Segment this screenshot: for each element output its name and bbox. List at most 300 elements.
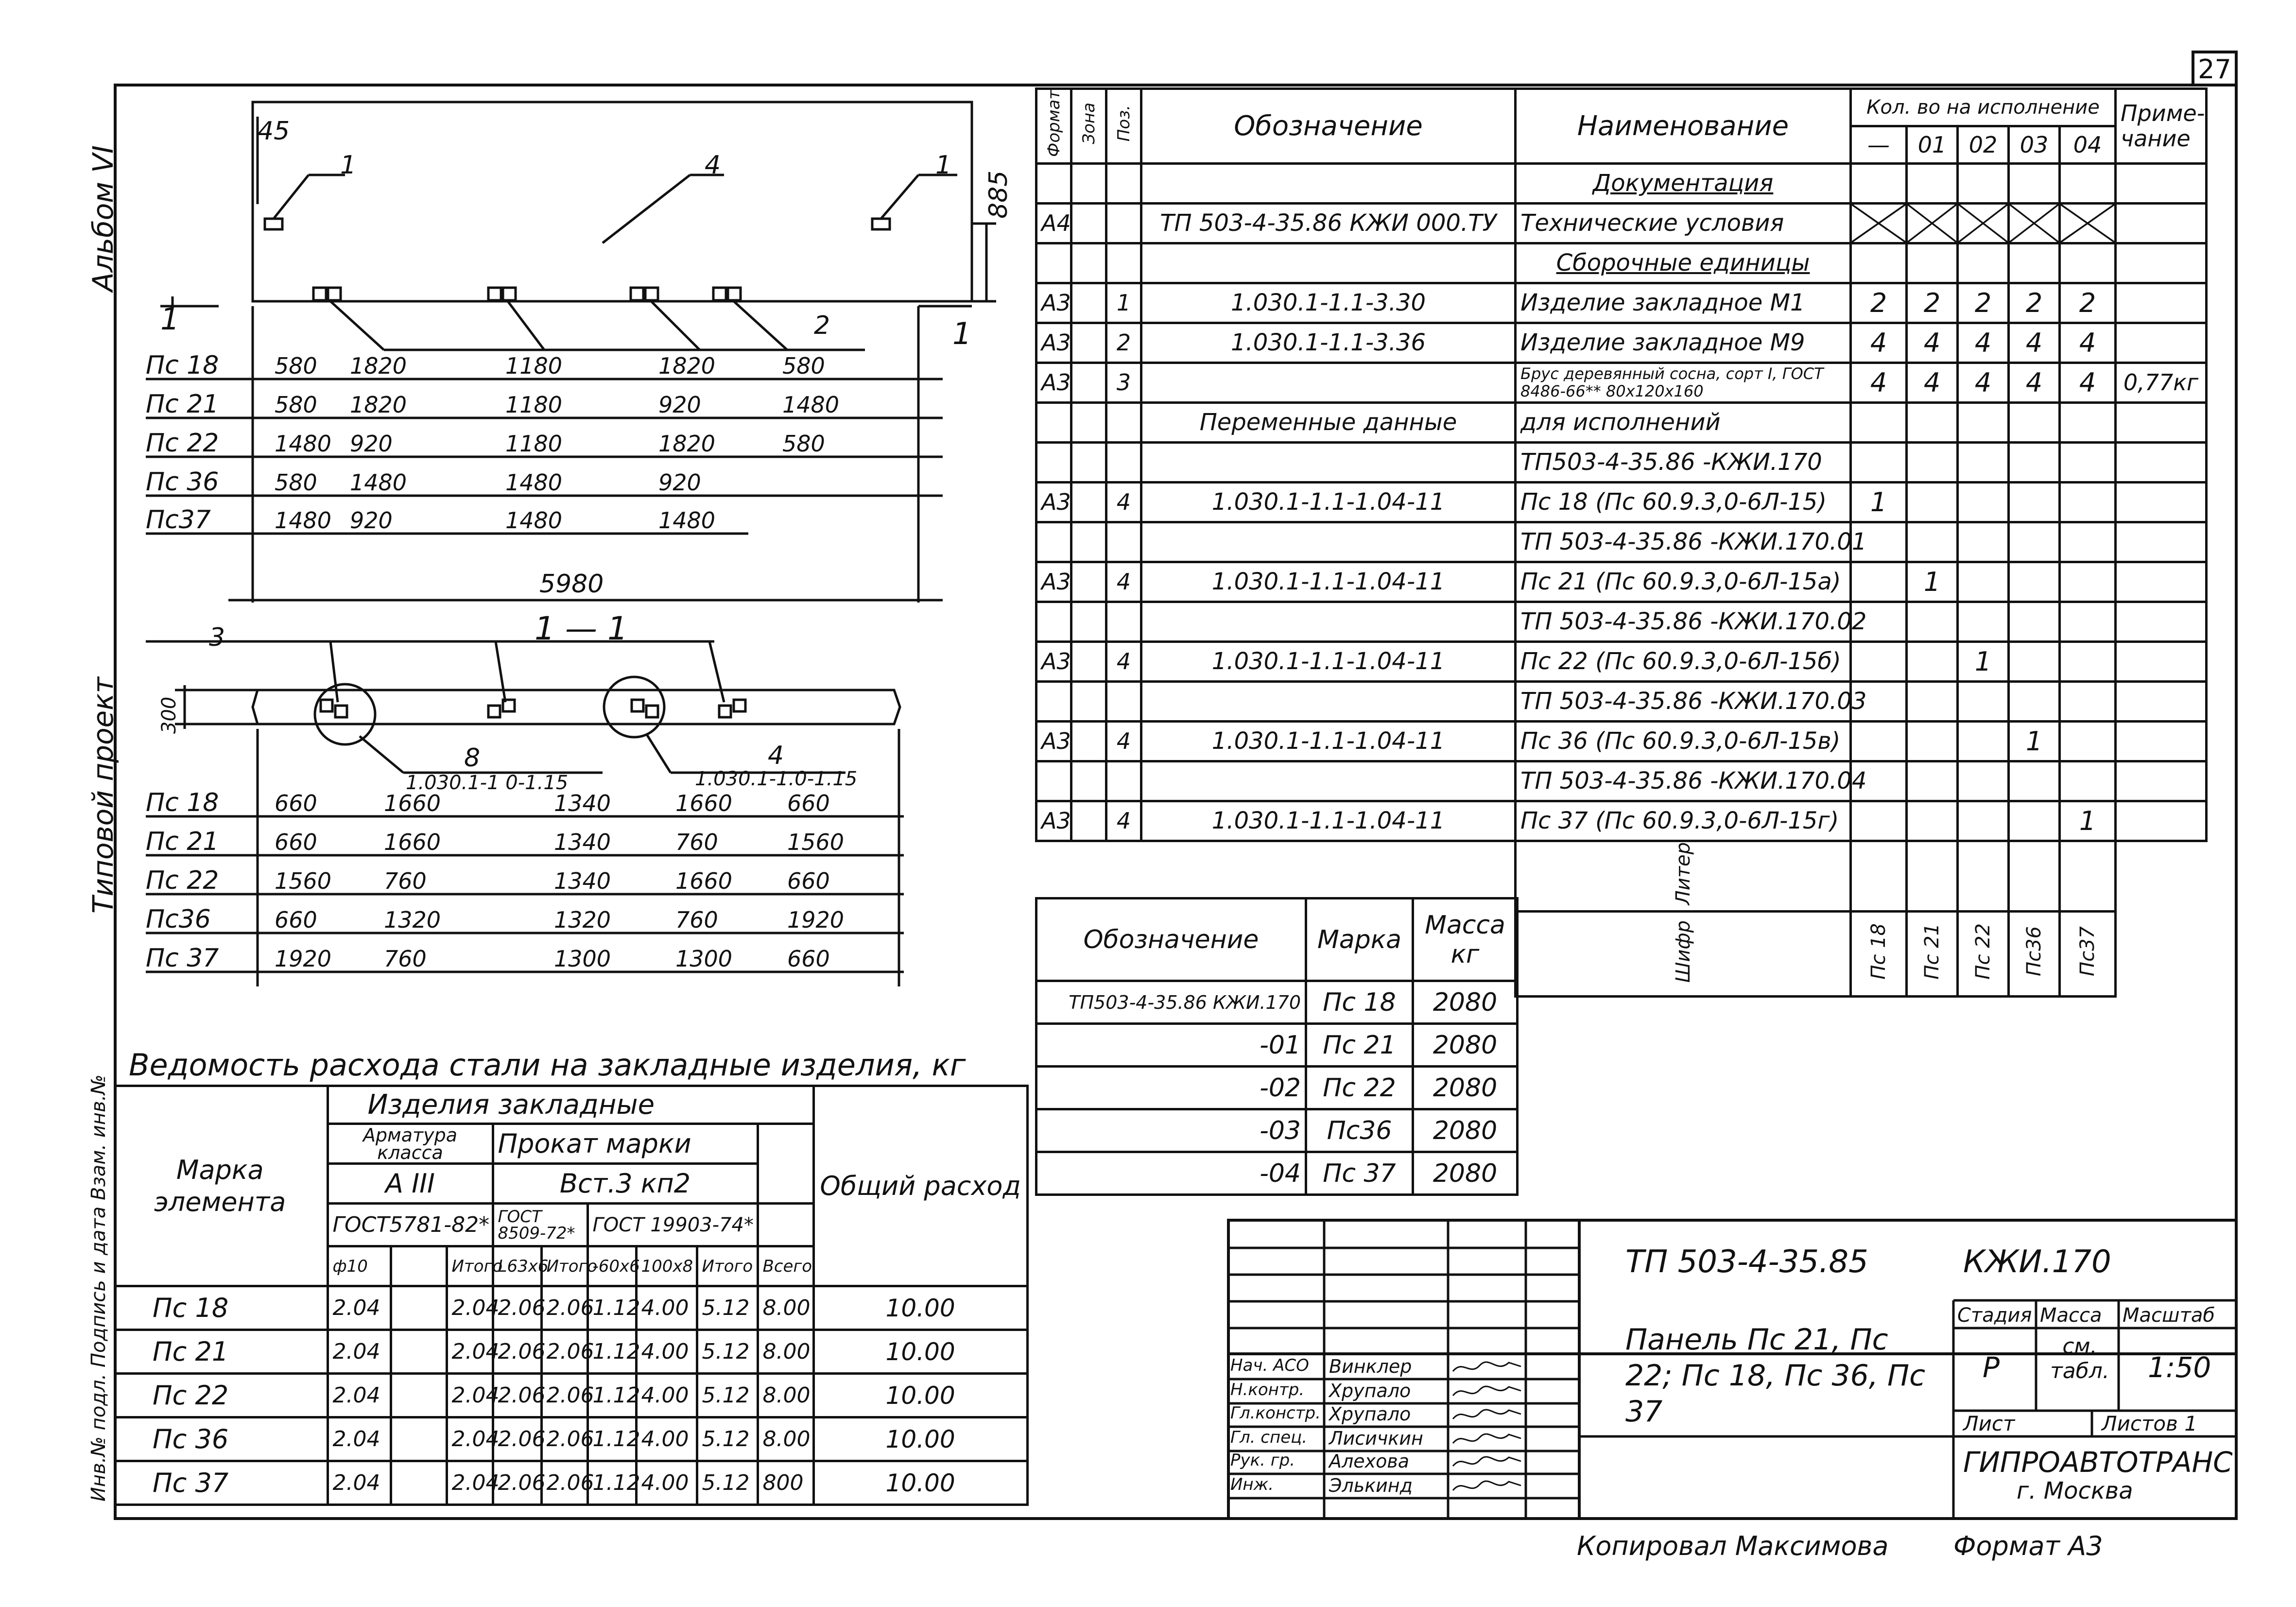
spec-qty: 4 bbox=[1958, 363, 2009, 402]
steel-val: 2.06 bbox=[493, 1461, 541, 1505]
format-label: Формат А3 bbox=[1953, 1531, 2103, 1561]
liter-end bbox=[2116, 841, 2207, 911]
spec-row bbox=[1036, 163, 2207, 203]
steel-consumption-table bbox=[114, 1085, 1029, 1506]
steel-mark: Пс 36 bbox=[114, 1417, 328, 1461]
section-ref-left: 1.030.1-1 0-1.15 bbox=[406, 772, 569, 794]
shifr-value: Пс37 bbox=[2076, 926, 2099, 977]
steel-val: 2.04 bbox=[447, 1374, 493, 1417]
spec-designation: 1.030.1-1.1-3.30 bbox=[1141, 283, 1516, 323]
spec-pos bbox=[1106, 522, 1141, 562]
spec-qty bbox=[1907, 243, 1958, 283]
plan-row-mark: Пс 22 bbox=[146, 429, 219, 458]
shifr-cell bbox=[1907, 912, 1958, 997]
plan-dim-value: 1480 bbox=[505, 469, 563, 496]
spec-pos: 4 bbox=[1106, 641, 1141, 681]
title-code: ТП 503-4-35.85 bbox=[1625, 1244, 1868, 1280]
spec-qty: 4 bbox=[1907, 323, 1958, 363]
liter-label bbox=[1516, 841, 1851, 911]
section-dim-value: 1340 bbox=[554, 829, 611, 855]
shifr-value: Пс36 bbox=[2023, 926, 2045, 977]
spec-qty bbox=[1907, 602, 1958, 641]
spec-format: А3 bbox=[1036, 801, 1071, 841]
spec-pos: 4 bbox=[1106, 562, 1141, 602]
spec-row bbox=[1036, 801, 2207, 841]
spec-qty bbox=[2060, 243, 2116, 283]
spec-qty: 2 bbox=[1907, 283, 1958, 323]
spec-designation: ТП 503-4-35.86 КЖИ 000.ТУ bbox=[1141, 203, 1516, 243]
spec-note bbox=[2116, 163, 2207, 203]
steel-col-header: Всего bbox=[758, 1246, 813, 1286]
plan-dim-value: 1480 bbox=[350, 469, 407, 496]
shifr-cell bbox=[1958, 912, 2009, 997]
mass-cell: 2080 bbox=[1413, 1152, 1518, 1195]
steel-val: 2.04 bbox=[447, 1330, 493, 1374]
steel-val: 1.12 bbox=[587, 1461, 636, 1505]
spec-note bbox=[2116, 323, 2207, 363]
header-note: Приме-чание bbox=[2116, 89, 2207, 164]
steel-val bbox=[391, 1461, 447, 1505]
signer-role: Гл. спец. bbox=[1230, 1428, 1308, 1447]
signer-role: Инж. bbox=[1230, 1475, 1274, 1494]
spec-row bbox=[1036, 602, 2207, 641]
spec-format: А3 bbox=[1036, 641, 1071, 681]
steel-h-blank bbox=[758, 1124, 813, 1204]
signer-role: Нач. АСО bbox=[1230, 1356, 1309, 1375]
spec-qty bbox=[2009, 243, 2060, 283]
spec-qty bbox=[2009, 761, 2060, 801]
spec-zone bbox=[1071, 681, 1106, 721]
spec-qty bbox=[1958, 522, 2009, 562]
header-zone bbox=[1071, 89, 1106, 164]
spec-qty bbox=[1851, 203, 1907, 243]
spec-format: А3 bbox=[1036, 482, 1071, 522]
spec-qty: 4 bbox=[2060, 363, 2116, 402]
sheet-header: Лист bbox=[1963, 1412, 2015, 1435]
spec-format bbox=[1036, 243, 1071, 283]
section-dim-value: 660 bbox=[275, 790, 317, 816]
steel-val: 8.00 bbox=[758, 1286, 813, 1330]
mass-row bbox=[1036, 1152, 1518, 1195]
liter-cell bbox=[1851, 841, 1907, 911]
signature-icon bbox=[1450, 1404, 1523, 1427]
steel-row bbox=[114, 1374, 1027, 1417]
spec-qty bbox=[2009, 203, 2060, 243]
mass-cell: Пс36 bbox=[1306, 1109, 1413, 1152]
section-dim-value: 1320 bbox=[384, 907, 441, 933]
steel-val: 2.06 bbox=[493, 1330, 541, 1374]
header-qty-col: — bbox=[1851, 126, 1907, 163]
spec-format: А4 bbox=[1036, 203, 1071, 243]
steel-val: 8.00 bbox=[758, 1417, 813, 1461]
spec-zone bbox=[1071, 283, 1106, 323]
mass-cell: Пс 22 bbox=[1306, 1067, 1413, 1109]
steel-mark: Пс 18 bbox=[114, 1286, 328, 1330]
spec-qty: 1 bbox=[2060, 801, 2116, 841]
spec-name: Брус деревянный сосна, сорт I, ГОСТ 8486-66** 80х120х160 bbox=[1516, 363, 1851, 402]
spec-designation: Переменные данные bbox=[1141, 402, 1516, 442]
shifr-cell bbox=[1851, 912, 1907, 997]
section-dim-value: 660 bbox=[787, 790, 830, 816]
spec-qty bbox=[1907, 522, 1958, 562]
spec-designation: 1.030.1-1.1-1.04-11 bbox=[1141, 801, 1516, 841]
sheet-number: 27 bbox=[2192, 51, 2238, 86]
steel-val: 2.06 bbox=[541, 1417, 587, 1461]
spec-qty bbox=[1958, 402, 2009, 442]
steel-val: 2.04 bbox=[447, 1286, 493, 1330]
spec-designation bbox=[1141, 442, 1516, 482]
spec-qty bbox=[1958, 163, 2009, 203]
spec-qty bbox=[1958, 562, 2009, 602]
spec-format bbox=[1036, 522, 1071, 562]
spec-qty: 1 bbox=[1958, 641, 2009, 681]
section-dim-value: 760 bbox=[384, 946, 427, 972]
steel-h-group: Изделия закладные bbox=[328, 1086, 813, 1124]
spec-qty bbox=[2060, 562, 2116, 602]
spec-designation bbox=[1141, 163, 1516, 203]
plan-dim-value: 580 bbox=[782, 431, 825, 457]
spec-note: 0,77кг bbox=[2116, 363, 2207, 402]
spec-qty bbox=[2009, 522, 2060, 562]
shifr-value: Пс 22 bbox=[1972, 923, 1994, 980]
signature-icon bbox=[1450, 1451, 1523, 1474]
steel-val: 5.12 bbox=[697, 1286, 758, 1330]
spec-designation bbox=[1141, 363, 1516, 402]
steel-total: 10.00 bbox=[813, 1374, 1027, 1417]
section-dim-value: 1660 bbox=[384, 790, 441, 816]
spec-qty bbox=[2009, 163, 2060, 203]
signer-name: Хрупало bbox=[1329, 1380, 1411, 1401]
signature-icon bbox=[1450, 1476, 1523, 1498]
section-dim-value: 1660 bbox=[384, 829, 441, 855]
mass-cell: -04 bbox=[1036, 1152, 1306, 1195]
spec-designation: 1.030.1-1.1-1.04-11 bbox=[1141, 562, 1516, 602]
copied-by: Копировал Максимова bbox=[1577, 1531, 1889, 1561]
spec-row bbox=[1036, 562, 2207, 602]
steel-val: 2.06 bbox=[541, 1330, 587, 1374]
section-ref-right: 1.030.1-1.0-1.15 bbox=[695, 768, 858, 790]
spec-zone bbox=[1071, 522, 1106, 562]
mass-row bbox=[1036, 1067, 1518, 1109]
signature-icon bbox=[1450, 1357, 1523, 1379]
spec-row bbox=[1036, 482, 2207, 522]
spec-qty bbox=[2009, 562, 2060, 602]
spec-format bbox=[1036, 681, 1071, 721]
plan-dim-value: 1820 bbox=[350, 353, 407, 379]
mass-cell: Пс 37 bbox=[1306, 1152, 1413, 1195]
steel-val: 4.00 bbox=[636, 1286, 697, 1330]
cross-mark-icon bbox=[1908, 205, 1956, 242]
plan-dim-value: 1480 bbox=[505, 507, 563, 534]
spec-row bbox=[1036, 442, 2207, 482]
spec-pos: 2 bbox=[1106, 323, 1141, 363]
steel-col-header: Итого bbox=[447, 1246, 493, 1286]
section-row-mark: Пс36 bbox=[146, 905, 211, 934]
steel-val: 2.06 bbox=[541, 1286, 587, 1330]
mass-header-cell: Масса кг bbox=[1413, 899, 1518, 981]
plan-drawing bbox=[117, 87, 1050, 622]
signer-name: Элькинд bbox=[1329, 1475, 1413, 1496]
spec-name: Технические условия bbox=[1516, 203, 1851, 243]
cross-mark-icon bbox=[2061, 205, 2114, 242]
plan-dim-value: 920 bbox=[658, 392, 701, 418]
plan-dim-885: 885 bbox=[984, 170, 1013, 219]
steel-val: 4.00 bbox=[636, 1330, 697, 1374]
plan-row-mark: Пс 18 bbox=[146, 351, 219, 380]
section-dim-value: 760 bbox=[384, 868, 427, 894]
steel-row bbox=[114, 1461, 1027, 1505]
spec-qty bbox=[2060, 641, 2116, 681]
spec-format: А3 bbox=[1036, 283, 1071, 323]
spec-pos bbox=[1106, 681, 1141, 721]
shifr-cell bbox=[2060, 912, 2116, 997]
spec-note bbox=[2116, 721, 2207, 761]
plan-callout-1b: 1 bbox=[935, 151, 952, 180]
spec-designation bbox=[1141, 602, 1516, 641]
plan-dim-value: 920 bbox=[350, 507, 393, 534]
section-dim-value: 1660 bbox=[675, 868, 733, 894]
steel-h-rolled: Прокат марки bbox=[493, 1124, 758, 1164]
plan-dim-value: 920 bbox=[658, 469, 701, 496]
header-qty-col: 02 bbox=[1958, 126, 2009, 163]
spec-qty bbox=[1958, 482, 2009, 522]
steel-val: 4.00 bbox=[636, 1374, 697, 1417]
steel-h1 bbox=[114, 1086, 1027, 1124]
steel-val: 2.04 bbox=[447, 1417, 493, 1461]
side-project-label: Типовой проект bbox=[86, 676, 120, 914]
spec-row bbox=[1036, 203, 2207, 243]
spec-zone bbox=[1071, 721, 1106, 761]
signer-role: Гл.констр. bbox=[1230, 1403, 1321, 1423]
spec-note bbox=[2116, 801, 2207, 841]
mass-header-cell: Марка bbox=[1306, 899, 1413, 981]
spec-qty: 2 bbox=[2009, 283, 2060, 323]
section-dim-value: 1920 bbox=[275, 946, 332, 972]
section-dim-value: 1340 bbox=[554, 790, 611, 816]
spec-qty bbox=[1907, 402, 1958, 442]
section-dim-value: 660 bbox=[787, 868, 830, 894]
signer-name: Лисичкин bbox=[1329, 1428, 1423, 1449]
section-dim-value: 660 bbox=[275, 829, 317, 855]
steel-total: 10.00 bbox=[813, 1417, 1027, 1461]
plan-dim-value: 1480 bbox=[275, 507, 332, 534]
steel-col-header: Итого bbox=[697, 1246, 758, 1286]
steel-val: 2.06 bbox=[493, 1374, 541, 1417]
spec-qty bbox=[1851, 761, 1907, 801]
plan-dim-value: 1180 bbox=[505, 392, 563, 418]
mass-cell: ТП503-4-35.86 КЖИ.170 bbox=[1036, 981, 1306, 1024]
spec-qty bbox=[1958, 681, 2009, 721]
spec-qty bbox=[1958, 203, 2009, 243]
section-dim-value: 1560 bbox=[787, 829, 845, 855]
spec-name: Изделие закладное М1 bbox=[1516, 283, 1851, 323]
spec-qty bbox=[1851, 801, 1907, 841]
spec-note bbox=[2116, 283, 2207, 323]
spec-qty bbox=[1907, 163, 1958, 203]
section-dim-value: 1660 bbox=[675, 790, 733, 816]
steel-val: 4.00 bbox=[636, 1461, 697, 1505]
spec-pos bbox=[1106, 442, 1141, 482]
scale-header: Масштаб bbox=[2123, 1304, 2215, 1327]
spec-row bbox=[1036, 721, 2207, 761]
mass-header: Масса bbox=[2040, 1304, 2102, 1327]
spec-qty: 1 bbox=[1851, 482, 1907, 522]
spec-pos bbox=[1106, 203, 1141, 243]
signature-icon bbox=[1450, 1381, 1523, 1403]
shifr-value: Пс 18 bbox=[1867, 923, 1890, 980]
spec-note bbox=[2116, 243, 2207, 283]
spec-note bbox=[2116, 681, 2207, 721]
plan-dim-value: 1180 bbox=[505, 431, 563, 457]
mass-row bbox=[1036, 981, 1518, 1024]
spec-zone bbox=[1071, 562, 1106, 602]
spec-row bbox=[1036, 363, 2207, 402]
spec-pos: 4 bbox=[1106, 482, 1141, 522]
spec-qty bbox=[2009, 801, 2060, 841]
header-pos bbox=[1106, 89, 1141, 164]
steel-val: 5.12 bbox=[697, 1461, 758, 1505]
spec-name: Документация bbox=[1516, 163, 1851, 203]
section-dim-value: 1300 bbox=[554, 946, 611, 972]
mass-cell: 2080 bbox=[1413, 1067, 1518, 1109]
spec-note bbox=[2116, 402, 2207, 442]
shifr-value: Пс 21 bbox=[1921, 923, 1943, 980]
steel-col-header: 100х8 bbox=[636, 1246, 697, 1286]
mass-table bbox=[1035, 897, 1519, 1196]
spec-note bbox=[2116, 203, 2207, 243]
spec-designation: 1.030.1-1.1-1.04-11 bbox=[1141, 641, 1516, 681]
steel-val: 1.12 bbox=[587, 1417, 636, 1461]
spec-qty bbox=[2060, 681, 2116, 721]
steel-val: 2.04 bbox=[328, 1330, 391, 1374]
steel-val: 4.00 bbox=[636, 1417, 697, 1461]
spec-designation bbox=[1141, 522, 1516, 562]
steel-val: 1.12 bbox=[587, 1330, 636, 1374]
shifr-end bbox=[2116, 912, 2207, 997]
spec-qty bbox=[1851, 163, 1907, 203]
spec-qty: 4 bbox=[1851, 323, 1907, 363]
steel-val: 8.00 bbox=[758, 1374, 813, 1417]
spec-name: для исполнений bbox=[1516, 402, 1851, 442]
steel-h-gost2: ГОСТ 8509-72* bbox=[493, 1204, 587, 1246]
plan-dim-value: 580 bbox=[275, 353, 317, 379]
mass-cell: Пс 21 bbox=[1306, 1024, 1413, 1067]
steel-col-header: -60х6 bbox=[587, 1246, 636, 1286]
spec-name: ТП 503-4-35.86 -КЖИ.170.03 bbox=[1516, 681, 1851, 721]
spec-name: Пс 36 (Пс 60.9.3,0-6Л-15в) bbox=[1516, 721, 1851, 761]
mass-cell: -02 bbox=[1036, 1067, 1306, 1109]
liter-cell bbox=[1907, 841, 1958, 911]
spec-qty: 1 bbox=[2009, 721, 2060, 761]
spec-qty bbox=[1851, 721, 1907, 761]
spec-zone bbox=[1071, 801, 1106, 841]
steel-val: 1.12 bbox=[587, 1374, 636, 1417]
spec-row bbox=[1036, 641, 2207, 681]
steel-val: 5.12 bbox=[697, 1417, 758, 1461]
spec-row bbox=[1036, 522, 2207, 562]
spec-qty bbox=[1851, 402, 1907, 442]
steel-val: 1.12 bbox=[587, 1286, 636, 1330]
spec-pos: 3 bbox=[1106, 363, 1141, 402]
spec-zone bbox=[1071, 761, 1106, 801]
steel-val: 2.04 bbox=[328, 1374, 391, 1417]
spec-zone bbox=[1071, 323, 1106, 363]
spec-qty bbox=[2060, 721, 2116, 761]
spec-format bbox=[1036, 163, 1071, 203]
plan-callout-2: 2 bbox=[814, 311, 830, 340]
spec-qty: 4 bbox=[1907, 363, 1958, 402]
signer-name: Алехова bbox=[1329, 1451, 1410, 1472]
steel-col-header: Итого bbox=[541, 1246, 587, 1286]
spec-qty bbox=[2060, 602, 2116, 641]
section-callout-3: 3 bbox=[209, 623, 225, 652]
header-zone-text: Зона bbox=[1079, 103, 1099, 144]
spec-qty bbox=[2009, 402, 2060, 442]
shifr-cell bbox=[2009, 912, 2060, 997]
header-qty-col: 01 bbox=[1907, 126, 1958, 163]
section-dim-value: 1300 bbox=[675, 946, 733, 972]
spec-qty bbox=[2009, 602, 2060, 641]
spec-designation: 1.030.1-1.1-3.36 bbox=[1141, 323, 1516, 363]
spec-designation: 1.030.1-1.1-1.04-11 bbox=[1141, 482, 1516, 522]
plan-dim-value: 1180 bbox=[505, 353, 563, 379]
steel-val: 2.06 bbox=[493, 1286, 541, 1330]
header-format bbox=[1036, 89, 1071, 164]
plan-dim-value: 920 bbox=[350, 431, 393, 457]
steel-val: 2.06 bbox=[541, 1374, 587, 1417]
spec-qty: 2 bbox=[1851, 283, 1907, 323]
spec-qty bbox=[1851, 442, 1907, 482]
spec-qty bbox=[1958, 801, 2009, 841]
section-mark-left: 1 bbox=[160, 301, 180, 337]
spec-name: ТП503-4-35.86 -КЖИ.170 bbox=[1516, 442, 1851, 482]
section-row-mark: Пс 22 bbox=[146, 866, 219, 895]
spec-designation bbox=[1141, 761, 1516, 801]
steel-h-gost3: ГОСТ 19903-74* bbox=[587, 1204, 758, 1246]
spec-qty bbox=[2060, 761, 2116, 801]
spec-designation bbox=[1141, 681, 1516, 721]
steel-col-header bbox=[391, 1246, 447, 1286]
section-callout-4: 4 bbox=[768, 741, 784, 770]
side-album-label: Альбом VI bbox=[86, 145, 120, 292]
signature-icon bbox=[1450, 1429, 1523, 1451]
signer-name: Винклер bbox=[1329, 1356, 1412, 1377]
spec-qty bbox=[1907, 721, 1958, 761]
section-dim-value: 760 bbox=[675, 907, 718, 933]
steel-h-mark: Марка элемента bbox=[114, 1086, 328, 1286]
spec-qty: 4 bbox=[2060, 323, 2116, 363]
spec-pos: 4 bbox=[1106, 801, 1141, 841]
steel-row bbox=[114, 1417, 1027, 1461]
steel-val bbox=[391, 1417, 447, 1461]
spec-note bbox=[2116, 562, 2207, 602]
mass-cell: -03 bbox=[1036, 1109, 1306, 1152]
steel-mark: Пс 21 bbox=[114, 1330, 328, 1374]
spec-qty bbox=[1851, 681, 1907, 721]
header-qty-col: 04 bbox=[2060, 126, 2116, 163]
steel-h-gost1: ГОСТ5781-82* bbox=[328, 1204, 493, 1246]
spec-qty bbox=[1907, 442, 1958, 482]
spec-format bbox=[1036, 442, 1071, 482]
spec-qty bbox=[2060, 442, 2116, 482]
spec-name: Изделие закладное М9 bbox=[1516, 323, 1851, 363]
spec-name: ТП 503-4-35.86 -КЖИ.170.01 bbox=[1516, 522, 1851, 562]
mass-cell: 2080 bbox=[1413, 981, 1518, 1024]
spec-qty bbox=[2009, 641, 2060, 681]
spec-qty bbox=[1907, 681, 1958, 721]
plan-dim-value: 1480 bbox=[658, 507, 716, 534]
spec-zone bbox=[1071, 602, 1106, 641]
